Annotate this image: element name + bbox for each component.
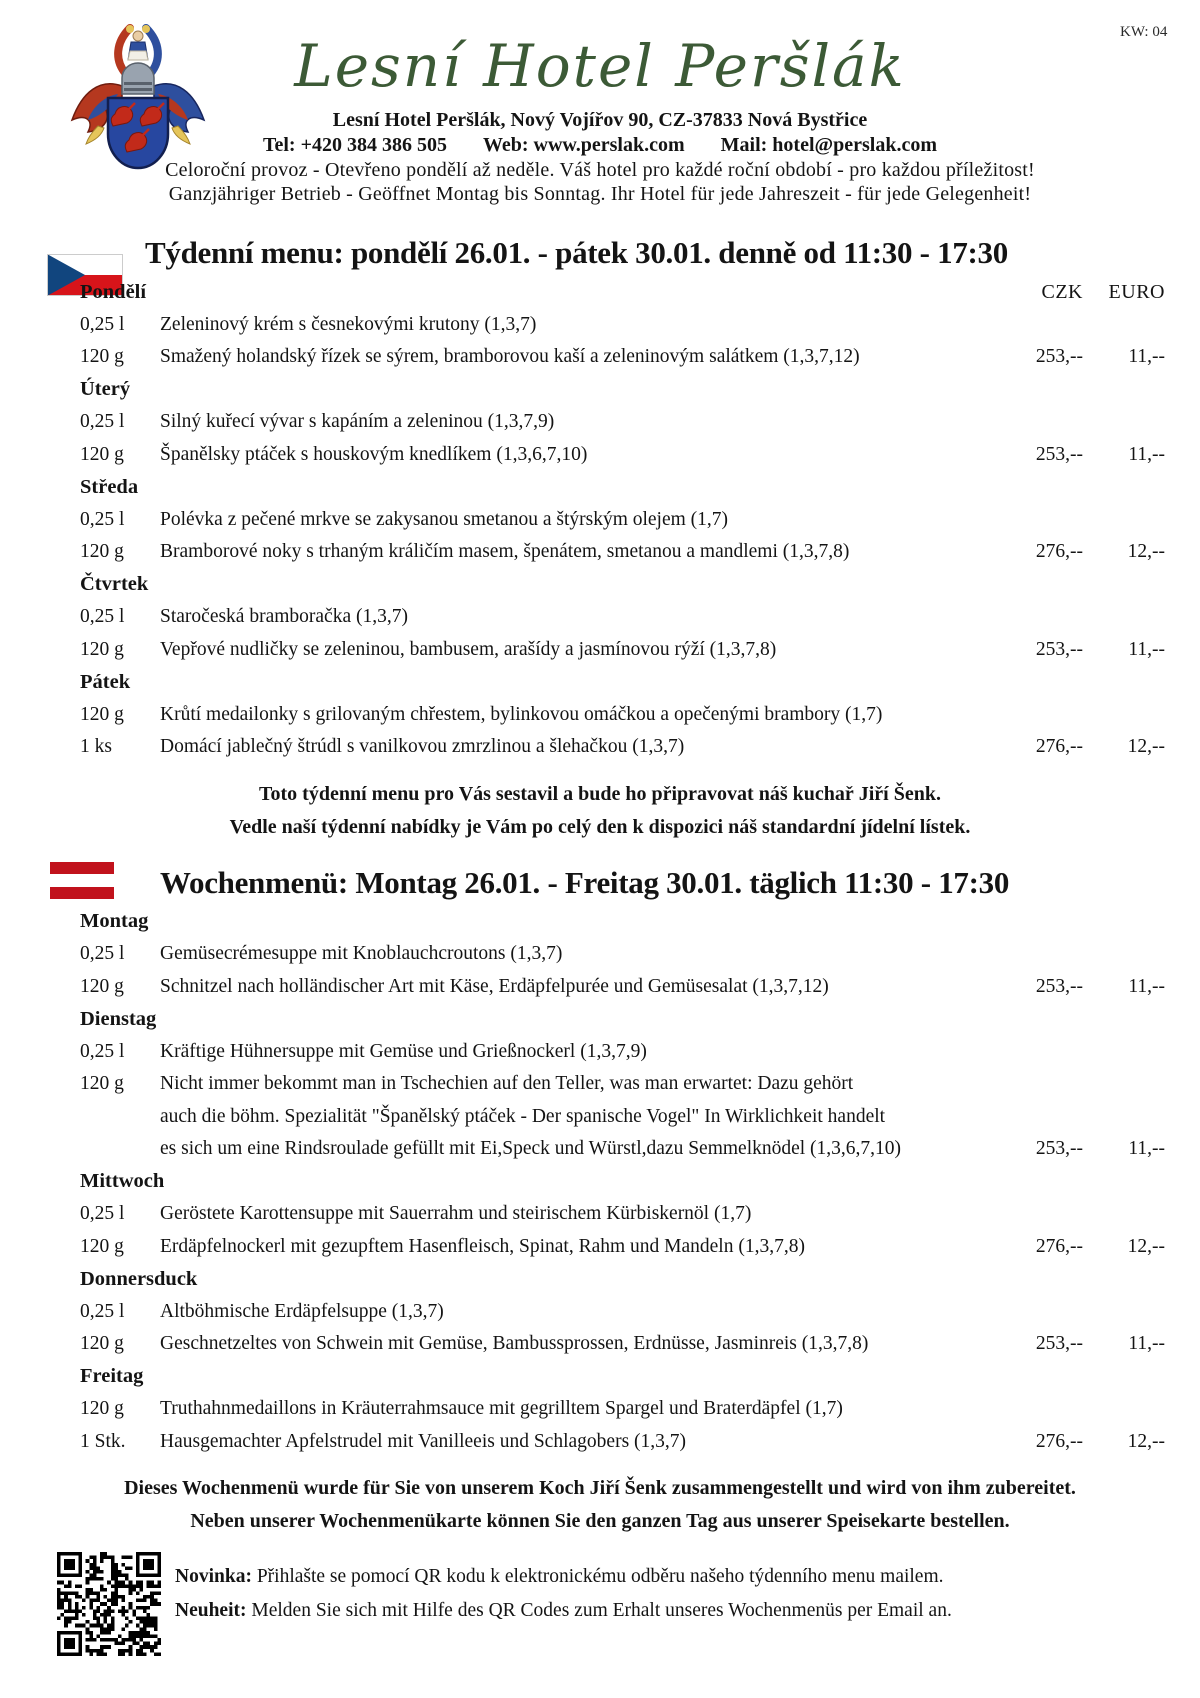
day-name: Pondělí [80,280,147,303]
price-czk: 253,-- [1035,1333,1083,1355]
qr-note-czech-text: Přihlašte se pomocí QR kodu k elektronickému odběru našeho týdenního menu mailem. [256,1566,944,1587]
qr-note-german-text: Melden Sie sich mit Hilfe des QR Codes zum Erhalt unseres Wochenmenüs per Email an. [251,1600,952,1621]
menu-day-row [80,906,1165,939]
price-eur: 11,-- [1128,638,1165,660]
menu-item-row [80,309,1165,342]
price-eur: 11,-- [1128,443,1165,465]
day-name: Čtvrtek [80,573,149,596]
price-eur: 11,-- [1128,1138,1165,1160]
portion-size: 0,25 l [80,1203,125,1225]
portion-size: 0,25 l [80,943,125,965]
portion-size: 120 g [80,443,124,465]
price-czk: 253,-- [1035,346,1083,368]
qr-note-german-label: Neuheit: [175,1600,247,1621]
price-eur: 11,-- [1128,975,1165,997]
qr-note-czech-label: Novinka: [175,1566,252,1587]
dish-description: Zeleninový krém s česnekovými krutony (1,3,7) [160,313,537,335]
menu-day-row [80,569,1165,602]
menu-item-row [80,341,1165,374]
menu-item-row [80,1068,1165,1101]
menu-item-row [80,731,1165,764]
austrian-flag-icon [50,862,114,904]
menu-item-row [80,938,1165,971]
portion-size: 120 g [80,1235,124,1257]
czech-menu-notes [0,778,1200,844]
german-note-standard-menu: Neben unserer Wochenmenükarte können Sie den ganzen Tag aus unserer Speisekarte bestellen. [190,1510,1010,1532]
dish-description: Altböhmische Erdäpfelsuppe (1,3,7) [160,1300,444,1322]
dish-description: Staročeská bramboračka (1,3,7) [160,606,408,628]
price-czk: 276,-- [1035,736,1083,758]
price-eur: 12,-- [1127,541,1165,563]
german-note-chef: Dieses Wochenmenü wurde für Sie von unserem Koch Jiří Šenk zusammengestellt und wird von ihm zubereitet. [124,1477,1076,1499]
menu-item-row [80,536,1165,569]
price-czk: 253,-- [1035,638,1083,660]
portion-size: 120 g [80,703,124,725]
dish-description: Geschnetzeltes von Schwein mit Gemüse, Bambussprossen, Erdnüsse, Jasminreis (1,3,7,8) [160,1333,869,1355]
price-czk: 253,-- [1035,1138,1083,1160]
day-name: Pátek [80,670,131,693]
dish-description: Gemüsecrémesuppe mit Knoblauchcroutons (1,3,7) [160,943,563,965]
portion-size: 120 g [80,1398,124,1420]
opening-info-german: Ganzjähriger Betrieb - Geöffnet Montag bis Sonntag. Ihr Hotel für jede Jahreszeit - für jede Gelegenheit! [168,183,1032,205]
qr-text-lines [175,1552,952,1656]
menu-day-row [80,374,1165,407]
dish-description: Geröstete Karottensuppe mit Sauerrahm und steirischem Kürbiskernöl (1,7) [160,1203,752,1225]
qr-code-icon [57,1552,161,1656]
price-czk: 276,-- [1035,1235,1083,1257]
czech-menu-header [0,230,1200,276]
menu-item-row [80,439,1165,472]
dish-description: auch die böhm. Spezialität "Španělský ptáček - Der spanische Vogel" In Wirklichkeit handelt [160,1105,886,1127]
menu-item-row [80,1393,1165,1426]
price-czk: 276,-- [1035,541,1083,563]
dish-description: Smažený holandský řízek se sýrem, bramborovou kaší a zeleninovým salátkem (1,3,7,12) [160,346,860,368]
portion-size: 0,25 l [80,411,125,433]
price-eur: 12,-- [1127,1235,1165,1257]
menu-day-row [80,1003,1165,1036]
czech-menu-table [80,276,1165,764]
menu-day-row [80,1361,1165,1394]
menu-item-row [80,634,1165,667]
dish-description: Kräftige Hühnersuppe mit Gemüse und Grießnockerl (1,3,7,9) [160,1040,647,1062]
portion-size: 120 g [80,975,124,997]
menu-item-row [80,601,1165,634]
price-eur: 12,-- [1127,736,1165,758]
price-eur: 11,-- [1128,346,1165,368]
portion-size: 120 g [80,1073,124,1095]
dish-description: Polévka z pečené mrkve se zakysanou smetanou a štýrským olejem (1,7) [160,508,729,530]
day-name: Donnersduck [80,1267,198,1290]
menu-item-row [80,504,1165,537]
menu-item-row [80,1296,1165,1329]
dish-description: Vepřové nudličky se zeleninou, bambusem, arašídy a jasmínovou rýží (1,3,7,8) [160,638,777,660]
dish-description: Bramborové noky s trhaným králičím masem, špenátem, smetanou a mandlemi (1,3,7,8) [160,541,850,563]
menu-day-row [80,1166,1165,1199]
dish-description: Silný kuřecí vývar s kapáním a zeleninou (1,3,7,9) [160,411,555,433]
day-name: Mittwoch [80,1170,165,1193]
hotel-crest-icon [68,20,208,170]
menu-item-row [80,971,1165,1004]
portion-size: 0,25 l [80,313,125,335]
price-czk: 276,-- [1035,1430,1083,1452]
menu-item-row [80,1036,1165,1069]
portion-size: 0,25 l [80,1040,125,1062]
hotel-email: Mail: hotel@perslak.com [720,134,938,156]
dish-description: Schnitzel nach holländischer Art mit Käse, Erdäpfelpurée und Gemüsesalat (1,3,7,12) [160,975,829,997]
qr-note-czech [175,1560,952,1594]
price-czk: 253,-- [1035,443,1083,465]
day-name: Montag [80,910,149,933]
menu-item-row [80,1101,1165,1134]
czech-note-standard-menu: Vedle naší týdenní nabídky je Vám po celý den k dispozici náš standardní jídelní lístek. [229,815,971,838]
menu-day-row [80,666,1165,699]
dish-description: Truthahnmedaillons in Kräuterrahmsauce mit gegrilltem Spargel und Braterdäpfel (1,7) [160,1398,843,1420]
hotel-phone: Tel: +420 384 386 505 [262,134,447,156]
qr-section [57,1552,1200,1656]
dish-description: Hausgemachter Apfelstrudel mit Vanilleeis und Schlagobers (1,3,7) [160,1430,687,1452]
price-eur: 12,-- [1127,1430,1165,1452]
price-eur: 11,-- [1128,1333,1165,1355]
menu-day-row [80,276,1165,309]
portion-size: 120 g [80,541,124,563]
portion-size: 120 g [80,1333,124,1355]
euro-column-header: EURO [1108,280,1165,303]
menu-item-row [80,406,1165,439]
day-name: Úterý [80,378,131,401]
dish-description: Nicht immer bekommt man in Tschechien auf den Teller, was man erwartet: Dazu gehört [160,1073,854,1095]
menu-item-row [80,1133,1165,1166]
german-menu-notes [0,1472,1200,1538]
german-menu-table [80,906,1165,1459]
opening-info-czech: Celoroční provoz - Otevřeno pondělí až neděle. Váš hotel pro každé roční období - pro každou příležitost! [165,159,1035,181]
menu-day-row [80,1263,1165,1296]
portion-size: 0,25 l [80,606,125,628]
german-menu-header [0,860,1200,906]
hotel-name-title: Lesní Hotel Peršlák [294,32,906,100]
menu-item-row [80,1198,1165,1231]
dish-description: es sich um eine Rindsroulade gefüllt mit Ei,Speck und Würstl,dazu Semmelknödel (1,3,6,7,10) [160,1138,902,1160]
menu-item-row [80,1328,1165,1361]
dish-description: Erdäpfelnockerl mit gezupftem Hasenfleisch, Spinat, Rahm und Mandeln (1,3,7,8) [160,1235,805,1257]
czk-column-header: CZK [1041,280,1083,303]
hotel-address: Lesní Hotel Peršlák, Nový Vojířov 90, CZ-37833 Nová Bystřice [332,109,868,131]
hotel-website: Web: www.perslak.com [482,134,685,156]
price-czk: 253,-- [1035,975,1083,997]
czech-menu-title: Týdenní menu: pondělí 26.01. - pátek 30.01. denně od 11:30 - 17:30 [145,235,1008,270]
portion-size: 0,25 l [80,1300,125,1322]
dish-description: Domácí jablečný štrúdl s vanilkovou zmrzlinou a šlehačkou (1,3,7) [160,736,685,758]
czech-note-chef: Toto týdenní menu pro Vás sestavil a bude ho připravovat náš kuchař Jiří Šenk. [259,782,941,805]
menu-item-row [80,1426,1165,1459]
calendar-week-label: KW: 04 [1120,24,1168,40]
menu-item-row [80,1231,1165,1264]
portion-size: 0,25 l [80,508,125,530]
portion-size: 120 g [80,346,124,368]
menu-item-row [80,699,1165,732]
portion-size: 1 Stk. [80,1430,126,1452]
portion-size: 1 ks [80,736,112,758]
day-name: Dienstag [80,1007,157,1030]
dish-description: Španělsky ptáček s houskovým knedlíkem (1,3,6,7,10) [160,443,588,465]
german-menu-title: Wochenmenü: Montag 26.01. - Freitag 30.01. täglich 11:30 - 17:30 [160,864,1010,900]
menu-day-row [80,471,1165,504]
qr-note-german [175,1594,952,1628]
day-name: Středa [80,475,139,498]
dish-description: Krůtí medailonky s grilovaným chřestem, bylinkovou omáčkou a opečenými brambory (1,7) [160,703,883,725]
day-name: Freitag [80,1365,144,1388]
portion-size: 120 g [80,638,124,660]
